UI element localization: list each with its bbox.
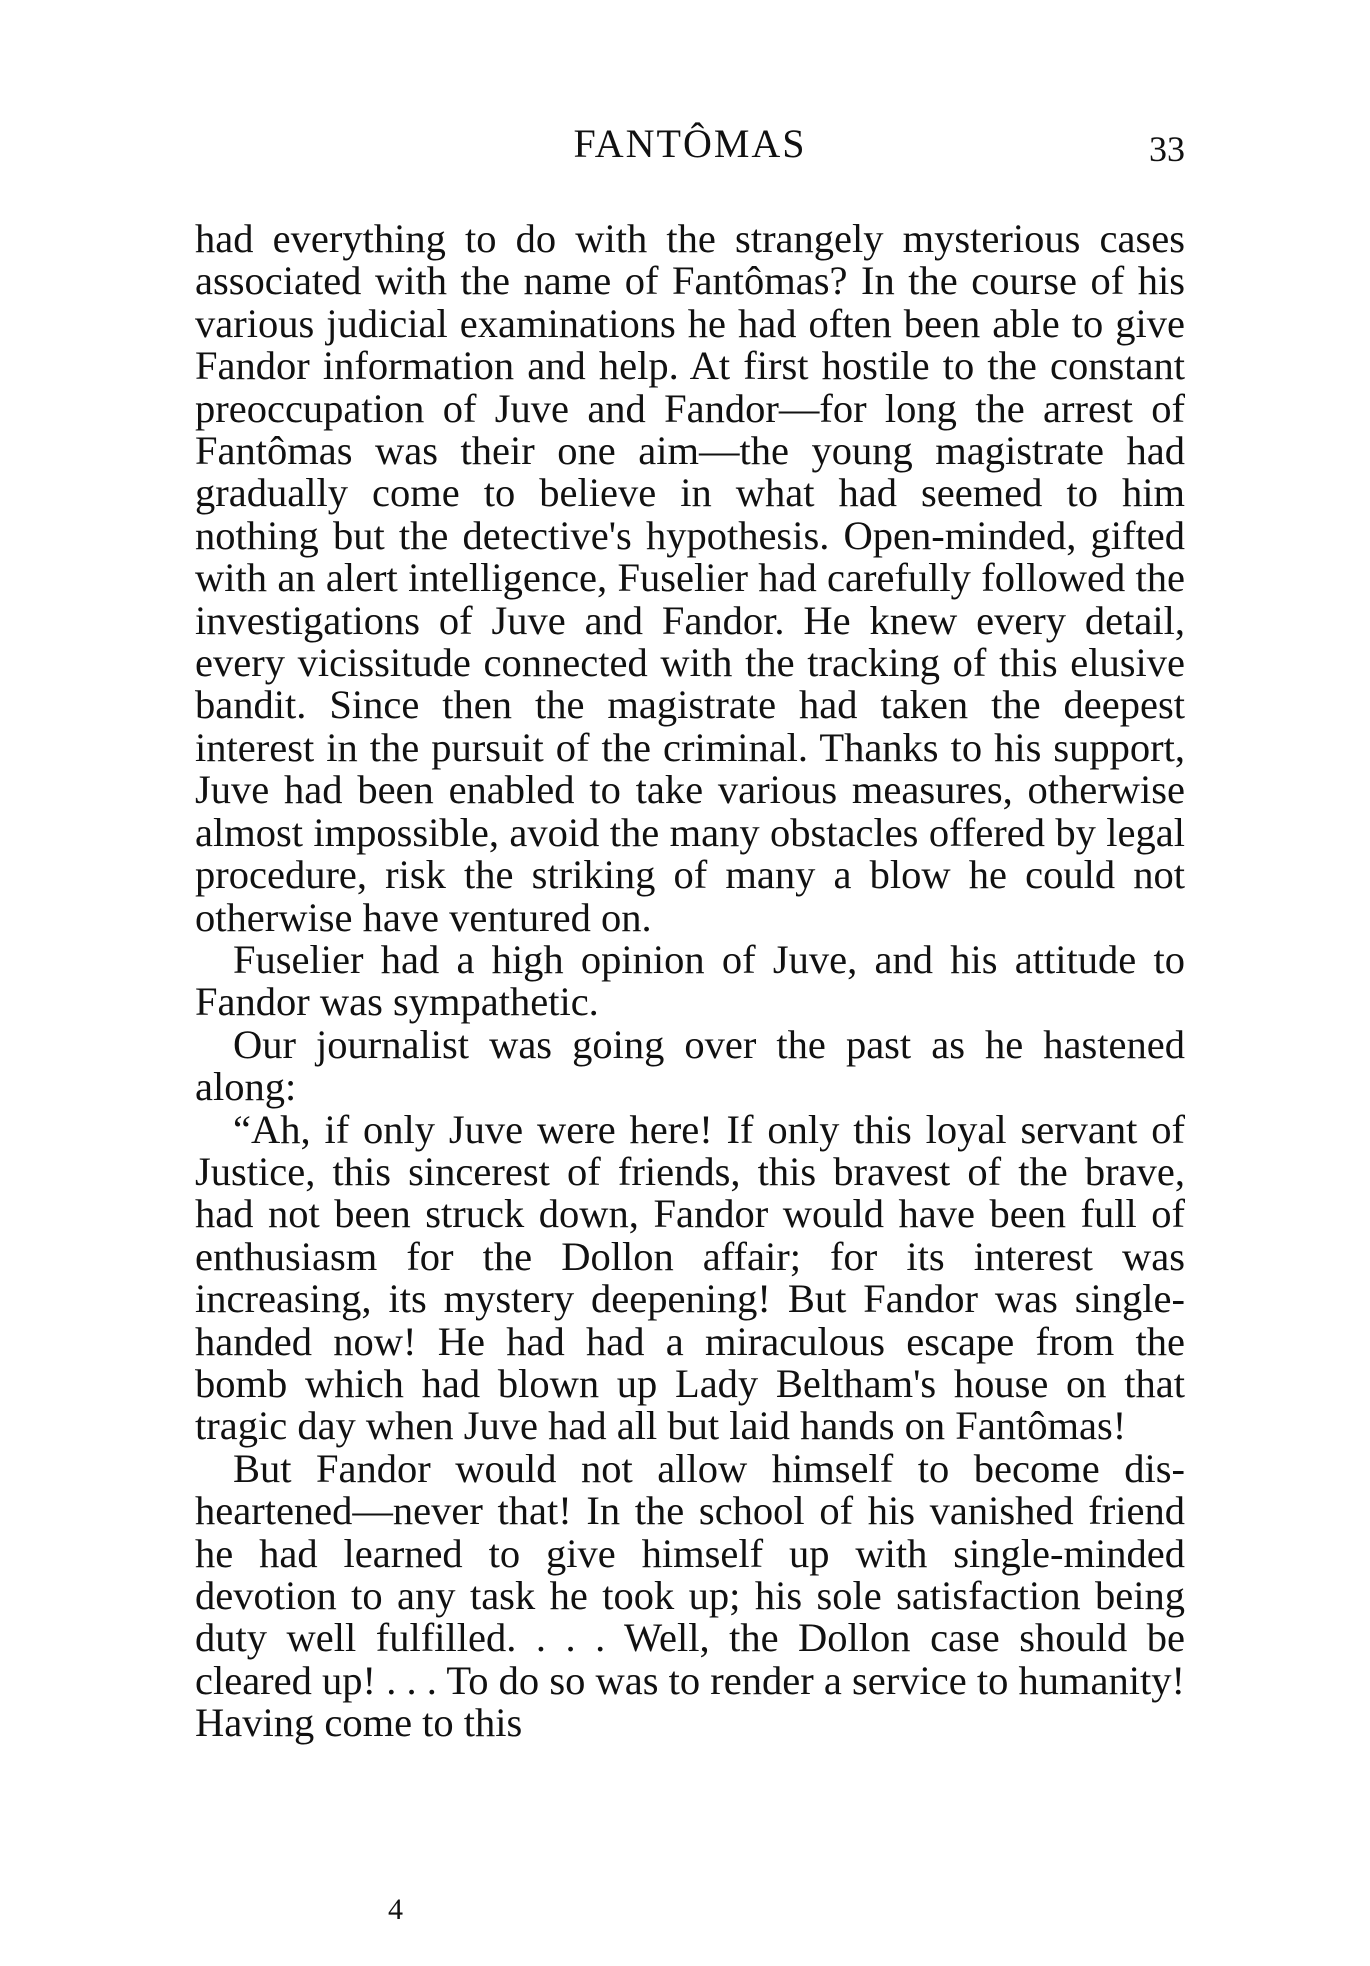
running-head	[195, 120, 1185, 180]
body-text	[195, 218, 1185, 1745]
paragraph-3: Our journalist was going over the past as he hastened along:	[195, 1021, 1185, 1110]
paragraph-2: Fuselier had a high opinion of Juve, and his attitude to Fandor was sympathetic.	[195, 936, 1185, 1025]
paragraph-4: “Ah, if only Juve were here! If only this loyal servant of Justice, this sincerest of friends, this bravest of the brave, had not been struck down, Fandor would have been full of enthusiasm for the Dollon affair; for its interest was increasing, its mystery deepening! But Fandor was single-handed now! He had had a miraculous escape from the bomb which had blown up Lady Beltham's house on that tragic day when Juve had all but laid hands on Fantômas!	[195, 1106, 1185, 1449]
page-number: 33	[1149, 129, 1185, 169]
running-title: FANTÔMAS	[573, 121, 807, 166]
paragraph-5: But Fandor would not allow himself to become disheartened—never that! In the school of his vanished friend he had learned to give himself up with single-minded devotion to any task he took up; his sole satisfaction being duty well fulfilled. . . . Well, the Dollon case should be cleared up! . . . To do so was to render a service to humanity! Having come to this	[195, 1445, 1185, 1746]
signature-mark: 4	[388, 1893, 403, 1926]
paragraph-1: had everything to do with the strangely mysterious cases associated with the name of Fantômas? In the course of his various judicial examinations he had often been able to give Fandor information and help. At first hostile to the constant preoccupation of Juve and Fandor—for long the arrest of Fantômas was their one aim—the young magistrate had gradually come to believe in what had seemed to him nothing but the detective's hypothesis. Open-minded, gifted with an alert intelligence, Fuselier had carefully followed the investigations of Juve and Fandor. He knew every detail, every vicissitude connected with the tracking of this elusive bandit. Since then the magistrate had taken the deepest interest in the pursuit of the criminal. Thanks to his support, Juve had been enabled to take various measures, otherwise almost impossible, avoid the many obstacles offered by legal procedure, risk the striking of many a blow he could not otherwise have ventured on.	[195, 216, 1185, 940]
